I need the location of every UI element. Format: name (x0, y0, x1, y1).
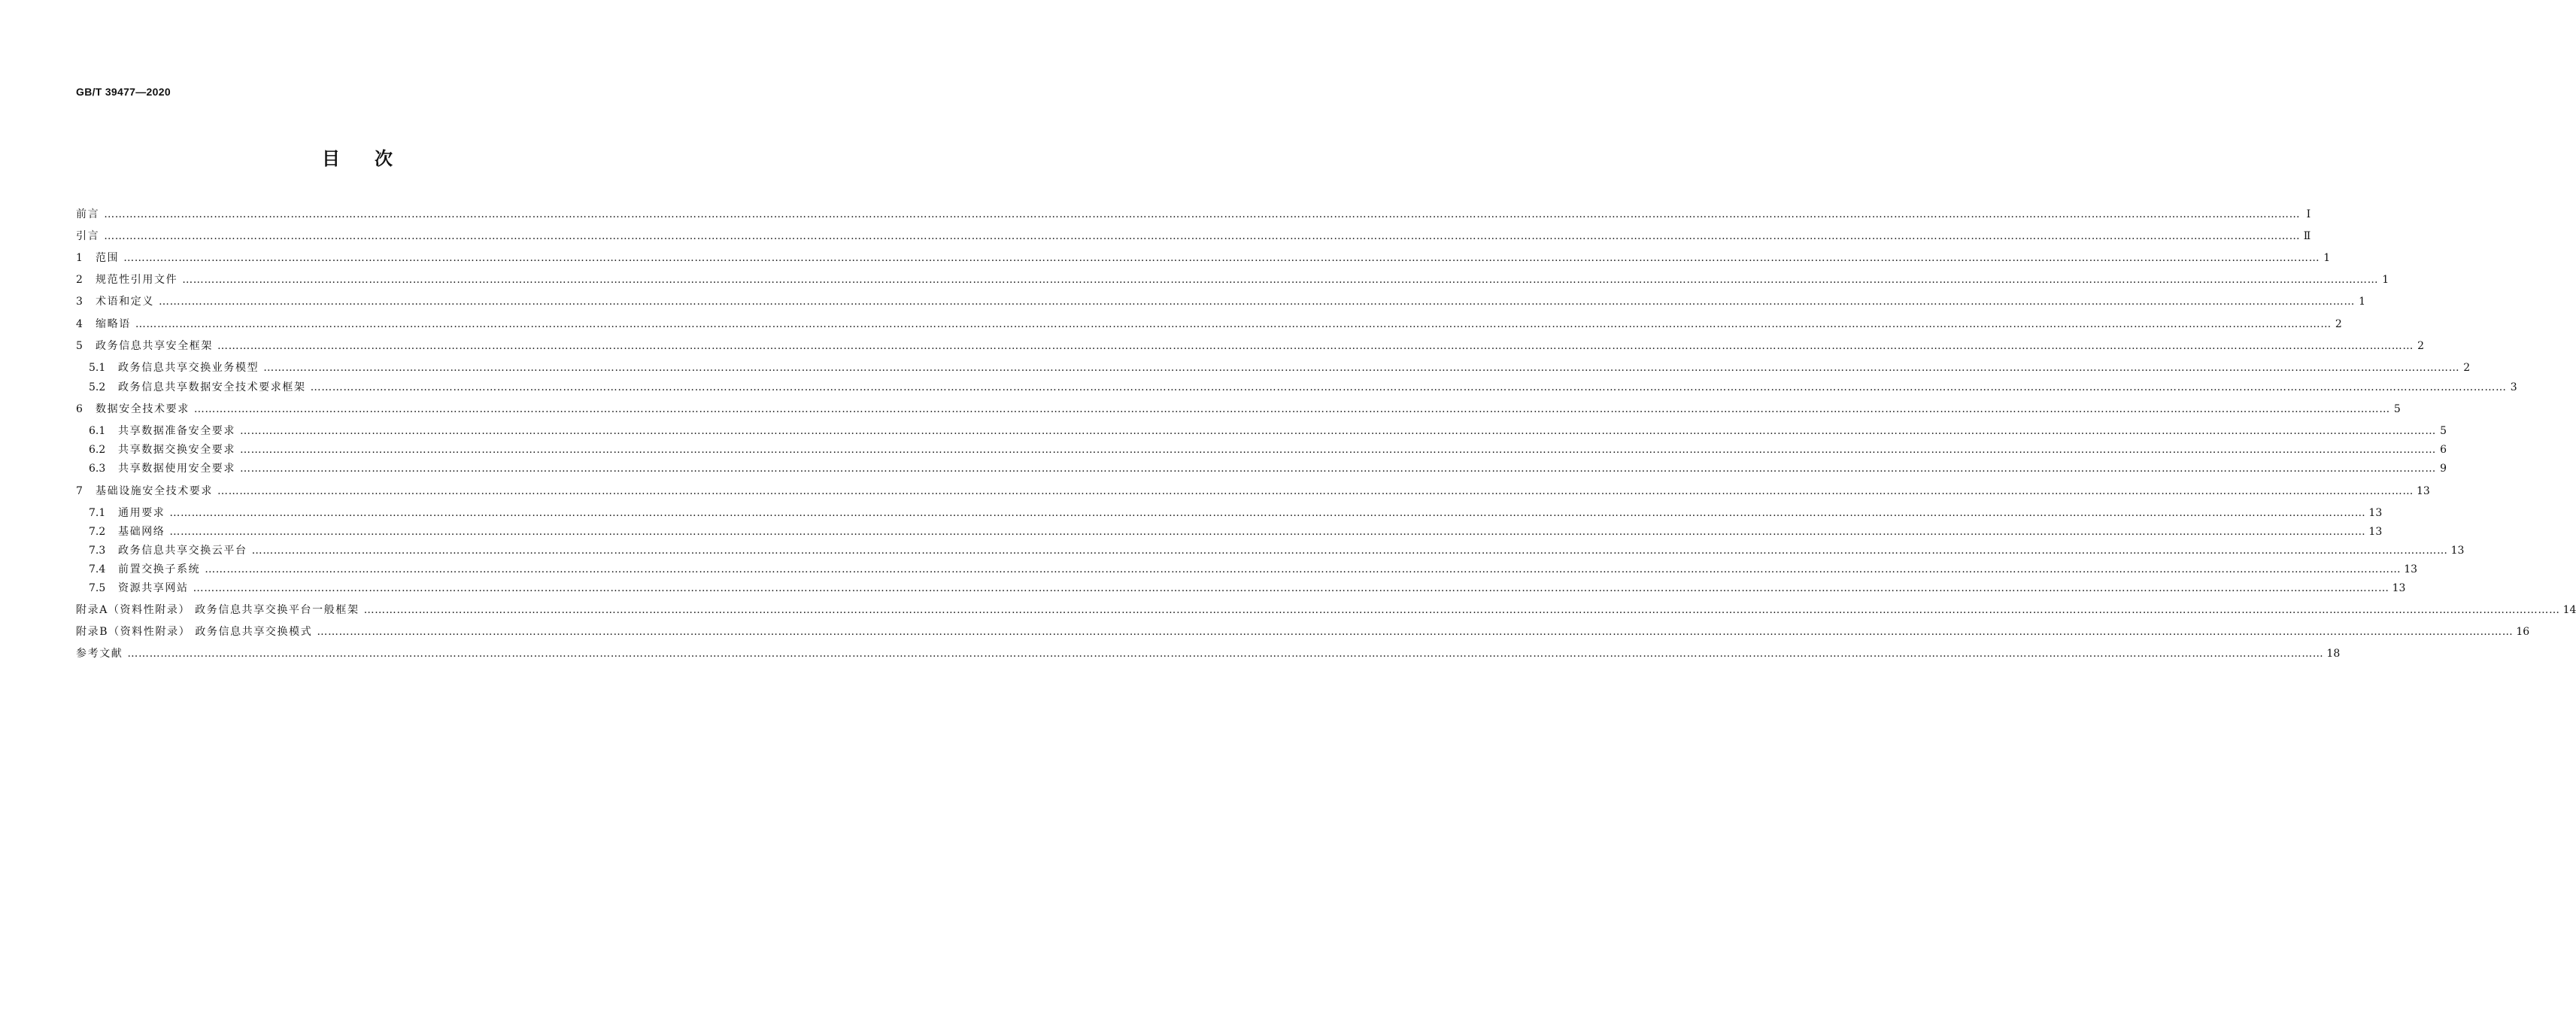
toc-entry[interactable] (76, 272, 2389, 287)
toc-entry[interactable] (89, 461, 2447, 476)
toc-entry-page: 13 (2450, 545, 2465, 557)
toc-entry-page: 16 (2516, 626, 2530, 638)
toc-entry-label: 政务信息共享安全框架 (96, 340, 213, 352)
toc-entry[interactable] (76, 339, 2424, 354)
toc-dot-leader: …………………………………………………………………………………………………………………………………………………………………………………………………………………………………………………………………………………………………………………………………………………………………………………………………………………………………………………………………………………………………………………………………………………… (193, 403, 2390, 415)
toc-entry-page: Ⅱ (2303, 230, 2311, 242)
toc-entry[interactable] (76, 484, 2430, 499)
toc-entry-page: 1 (2359, 296, 2365, 308)
toc-entry[interactable] (76, 317, 2342, 332)
toc-entry-page: Ⅰ (2306, 208, 2311, 220)
toc-entry-number: 3 (76, 296, 83, 308)
toc-entry-label: 参考文献 (76, 648, 123, 660)
toc-entry-label: 资源共享网站 (118, 582, 189, 594)
toc-entry-label: 共享数据交换安全要求 (118, 444, 235, 456)
toc-dot-leader: …………………………………………………………………………………………………………………………………………………………………………………………………………………………………………………………………………………………………………………………………………………………………………………………………………………………………………………………………………………………………………………………………………………… (123, 252, 2320, 264)
toc-dot-leader: …………………………………………………………………………………………………………………………………………………………………………………………………………………………………………………………………………………………………………………………………………………………………………………………………………………………………………………………………………………………………………………………………………………… (310, 381, 2507, 393)
toc-dot-leader: …………………………………………………………………………………………………………………………………………………………………………………………………………………………………………………………………………………………………………………………………………………………………………………………………………………………………………………………………………………………………………………………………………………… (159, 296, 2355, 308)
toc-entry-label: 数据安全技术要求 (96, 403, 190, 415)
toc-entry-label: 通用要求 (118, 507, 165, 519)
toc-entry-number: 7.2 (89, 526, 106, 538)
toc-entry[interactable] (76, 624, 2530, 639)
toc-entry-label: 前言 (76, 208, 100, 220)
toc-entry-number: 5 (76, 340, 83, 352)
toc-entry-number: 5.1 (89, 362, 106, 374)
toc-entry-label: 前置交换子系统 (118, 563, 201, 575)
toc-entry[interactable] (76, 646, 2341, 661)
toc-entry-page: 18 (2326, 648, 2341, 660)
toc-entry-page: 3 (2510, 381, 2517, 393)
toc-entry-number: 4 (76, 318, 83, 330)
toc-entry-label: 缩略语 (96, 318, 131, 330)
toc-entry-page: 9 (2440, 463, 2447, 475)
toc-entry-page: 6 (2440, 444, 2447, 456)
toc-dot-leader: …………………………………………………………………………………………………………………………………………………………………………………………………………………………………………………………………………………………………………………………………………………………………………………………………………………………………………………………………………………………………………………………………………………… (104, 230, 2301, 242)
toc-dot-leader: …………………………………………………………………………………………………………………………………………………………………………………………………………………………………………………………………………………………………………………………………………………………………………………………………………………………………………………………………………………………………………………………………………………… (169, 526, 2366, 538)
toc-entry[interactable] (76, 603, 2576, 618)
toc-entry-number: 6.3 (89, 463, 106, 475)
toc-entry-page: 13 (2368, 507, 2383, 519)
toc-entry[interactable] (89, 360, 2471, 375)
toc-entry[interactable] (89, 524, 2383, 539)
toc-entry-page: 13 (2392, 582, 2406, 594)
toc-entry[interactable] (89, 424, 2447, 439)
toc-entry-page: 1 (2323, 252, 2331, 264)
toc-entry-label: 术语和定义 (96, 296, 154, 308)
toc-entry-label: 共享数据使用安全要求 (118, 463, 235, 475)
toc-entry-page: 14 (2562, 604, 2576, 616)
toc-dot-leader: …………………………………………………………………………………………………………………………………………………………………………………………………………………………………………………………………………………………………………………………………………………………………………………………………………………………………………………………………………………………………………………………………………………… (104, 208, 2301, 220)
toc-entry[interactable] (89, 380, 2517, 395)
toc-dot-leader: …………………………………………………………………………………………………………………………………………………………………………………………………………………………………………………………………………………………………………………………………………………………………………………………………………………………………………………………………………………………………………………………………………………… (182, 274, 2379, 286)
toc-dot-leader: …………………………………………………………………………………………………………………………………………………………………………………………………………………………………………………………………………………………………………………………………………………………………………………………………………………………………………………………………………………………………………………………………………………… (217, 485, 2414, 497)
toc-entry-label: 附录A（资料性附录） 政务信息共享交换平台一般框架 (76, 604, 360, 616)
toc-dot-leader: …………………………………………………………………………………………………………………………………………………………………………………………………………………………………………………………………………………………………………………………………………………………………………………………………………………………………………………………………………………………………………………………………………………… (240, 444, 2436, 456)
toc-dot-leader: …………………………………………………………………………………………………………………………………………………………………………………………………………………………………………………………………………………………………………………………………………………………………………………………………………………………………………………………………………………………………………………………………………………… (363, 604, 2560, 616)
toc-entry-number: 1 (76, 252, 83, 264)
toc-entry-number: 7.5 (89, 582, 106, 594)
toc-dot-leader: …………………………………………………………………………………………………………………………………………………………………………………………………………………………………………………………………………………………………………………………………………………………………………………………………………………………………………………………………………………………………………………………………………………… (317, 626, 2514, 638)
toc-entry-page: 13 (2417, 485, 2430, 497)
toc-entry-page: 5 (2440, 425, 2447, 437)
toc-entry-page: 1 (2382, 274, 2389, 286)
toc-entry-number: 7.1 (89, 507, 106, 519)
toc-entry-page: 2 (2417, 340, 2424, 352)
table-of-contents (76, 0, 2576, 1011)
toc-entry-label: 政务信息共享交换云平台 (118, 545, 247, 557)
toc-entry-number: 6.1 (89, 425, 106, 437)
toc-entry-label: 附录B（资料性附录） 政务信息共享交换模式 (76, 626, 313, 638)
toc-entry-label: 基础网络 (118, 526, 165, 538)
toc-dot-leader: …………………………………………………………………………………………………………………………………………………………………………………………………………………………………………………………………………………………………………………………………………………………………………………………………………………………………………………………………………………………………………………………………………………… (251, 545, 2448, 557)
toc-dot-leader: …………………………………………………………………………………………………………………………………………………………………………………………………………………………………………………………………………………………………………………………………………………………………………………………………………………………………………………………………………………………………………………………………………………… (127, 648, 2324, 660)
toc-dot-leader: …………………………………………………………………………………………………………………………………………………………………………………………………………………………………………………………………………………………………………………………………………………………………………………………………………………………………………………………………………………………………………………………………………………… (240, 425, 2436, 437)
standard-number: GB/T 39477—2020 (76, 86, 171, 98)
toc-entry-number: 6 (76, 403, 83, 415)
toc-entry[interactable] (89, 562, 2418, 577)
toc-entry-number: 6.2 (89, 444, 106, 456)
toc-entry-label: 规范性引用文件 (96, 274, 178, 286)
toc-entry[interactable] (89, 581, 2406, 596)
toc-dot-leader: …………………………………………………………………………………………………………………………………………………………………………………………………………………………………………………………………………………………………………………………………………………………………………………………………………………………………………………………………………………………………………………………………………………… (205, 563, 2402, 575)
toc-entry-page: 13 (2404, 563, 2418, 575)
toc-entry-page: 2 (2335, 318, 2342, 330)
page-title: 目次 (322, 148, 427, 169)
toc-entry[interactable] (76, 402, 2401, 417)
toc-entry-number: 7 (76, 485, 83, 497)
toc-entry[interactable] (89, 442, 2447, 457)
toc-dot-leader: …………………………………………………………………………………………………………………………………………………………………………………………………………………………………………………………………………………………………………………………………………………………………………………………………………………………………………………………………………………………………………………………………………………… (193, 582, 2389, 594)
toc-entry-number: 5.2 (89, 381, 106, 393)
toc-entry[interactable] (89, 543, 2465, 558)
toc-dot-leader: …………………………………………………………………………………………………………………………………………………………………………………………………………………………………………………………………………………………………………………………………………………………………………………………………………………………………………………………………………………………………………………………………………………… (217, 340, 2414, 352)
toc-entry-label: 共享数据准备安全要求 (118, 425, 235, 437)
toc-entry-label: 引言 (76, 230, 100, 242)
toc-entry-page: 5 (2393, 403, 2401, 415)
toc-dot-leader: …………………………………………………………………………………………………………………………………………………………………………………………………………………………………………………………………………………………………………………………………………………………………………………………………………………………………………………………………………………………………………………………………………………… (135, 318, 2332, 330)
toc-entry-page: 2 (2463, 362, 2471, 374)
toc-entry-page: 13 (2368, 526, 2383, 538)
toc-dot-leader: …………………………………………………………………………………………………………………………………………………………………………………………………………………………………………………………………………………………………………………………………………………………………………………………………………………………………………………………………………………………………………………………………………………… (240, 463, 2436, 475)
toc-entry-number: 7.4 (89, 563, 106, 575)
toc-entry-label: 基础设施安全技术要求 (96, 485, 213, 497)
toc-dot-leader: …………………………………………………………………………………………………………………………………………………………………………………………………………………………………………………………………………………………………………………………………………………………………………………………………………………………………………………………………………………………………………………………………………………… (263, 362, 2460, 374)
toc-entry[interactable] (76, 250, 2331, 266)
toc-entry-label: 范围 (96, 252, 120, 264)
toc-entry[interactable] (89, 506, 2383, 521)
toc-entry-number: 2 (76, 274, 83, 286)
toc-entry[interactable] (76, 229, 2311, 244)
toc-entry[interactable] (76, 294, 2365, 309)
toc-entry-number: 7.3 (89, 545, 106, 557)
toc-entry-label: 政务信息共享数据安全技术要求框架 (118, 381, 306, 393)
toc-entry-label: 政务信息共享交换业务模型 (118, 362, 259, 374)
toc-dot-leader: …………………………………………………………………………………………………………………………………………………………………………………………………………………………………………………………………………………………………………………………………………………………………………………………………………………………………………………………………………………………………………………………………………………… (169, 507, 2366, 519)
toc-entry[interactable] (76, 207, 2311, 222)
